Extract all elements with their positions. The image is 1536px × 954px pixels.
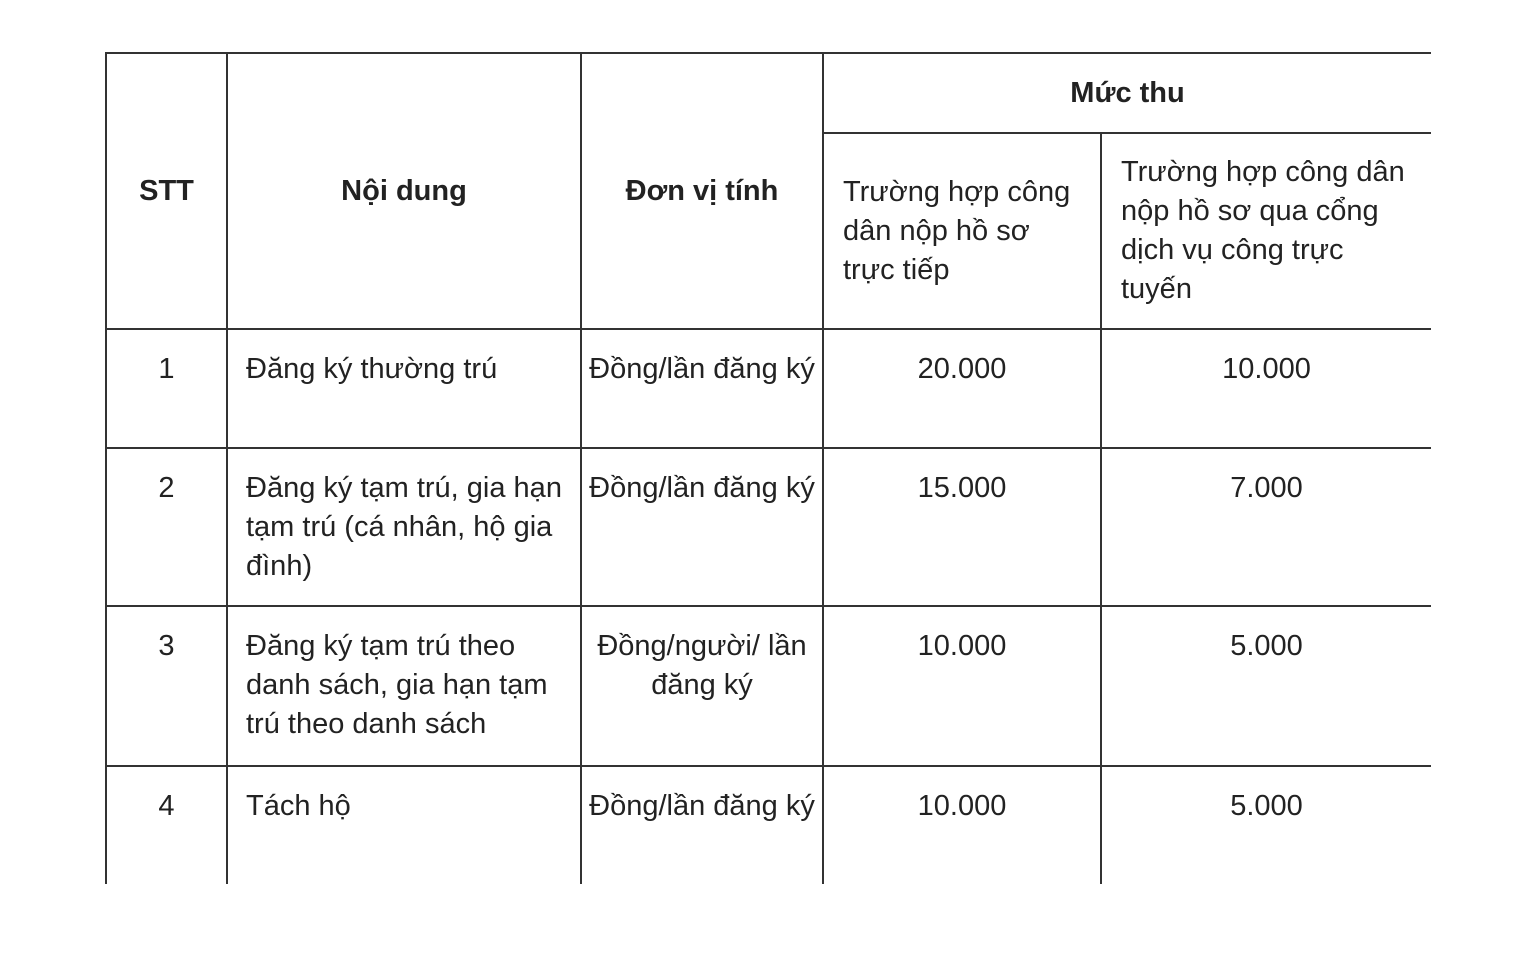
fee-table-container xyxy=(105,52,1431,884)
cell-noi-dung: Tách hộ xyxy=(227,766,581,884)
cell-truc-tuyen: 7.000 xyxy=(1101,448,1431,606)
cell-noi-dung: Đăng ký thường trú xyxy=(227,329,581,448)
table-row xyxy=(106,448,1431,606)
header-truc-tiep: Trường hợp công dân nộp hồ sơ trực tiếp xyxy=(823,133,1101,329)
cell-truc-tiep: 15.000 xyxy=(823,448,1101,606)
header-truc-tuyen: Trường hợp công dân nộp hồ sơ qua cổng dịch vụ công trực tuyến xyxy=(1101,133,1431,329)
cell-truc-tiep: 10.000 xyxy=(823,766,1101,884)
cell-noi-dung: Đăng ký tạm trú, gia hạn tạm trú (cá nhân, hộ gia đình) xyxy=(227,448,581,606)
header-muc-thu: Mức thu xyxy=(823,53,1431,133)
cell-stt: 1 xyxy=(106,329,227,448)
cell-truc-tuyen: 10.000 xyxy=(1101,329,1431,448)
cell-don-vi: Đồng/lần đăng ký xyxy=(581,448,823,606)
table-row xyxy=(106,766,1431,884)
cell-truc-tuyen: 5.000 xyxy=(1101,766,1431,884)
header-stt: STT xyxy=(106,53,227,329)
cell-truc-tuyen: 5.000 xyxy=(1101,606,1431,766)
cell-truc-tiep: 20.000 xyxy=(823,329,1101,448)
cell-stt: 3 xyxy=(106,606,227,766)
header-row-top xyxy=(106,53,1431,133)
cell-noi-dung: Đăng ký tạm trú theo danh sách, gia hạn tạm trú theo danh sách xyxy=(227,606,581,766)
fee-table xyxy=(105,52,1431,884)
header-noi-dung: Nội dung xyxy=(227,53,581,329)
table-row xyxy=(106,606,1431,766)
cell-stt: 4 xyxy=(106,766,227,884)
table-row xyxy=(106,329,1431,448)
cell-stt: 2 xyxy=(106,448,227,606)
cell-don-vi: Đồng/người/ lần đăng ký xyxy=(581,606,823,766)
cell-don-vi: Đồng/lần đăng ký xyxy=(581,766,823,884)
cell-don-vi: Đồng/lần đăng ký xyxy=(581,329,823,448)
header-don-vi-tinh: Đơn vị tính xyxy=(581,53,823,329)
cell-truc-tiep: 10.000 xyxy=(823,606,1101,766)
